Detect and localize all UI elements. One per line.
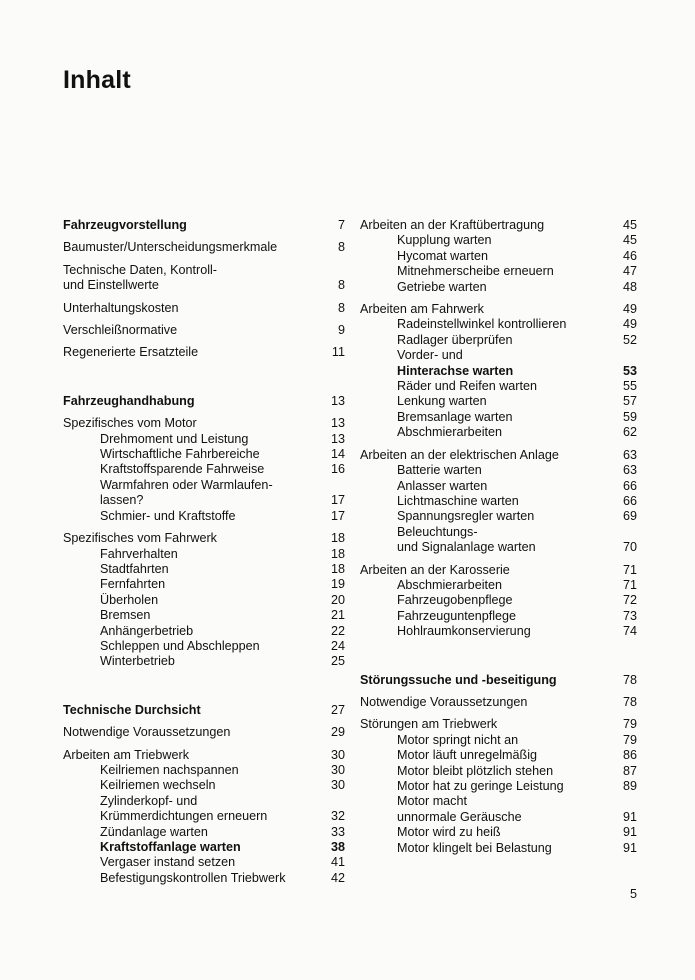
toc-subentry: [360, 463, 637, 478]
toc-subentry: [360, 410, 637, 425]
toc-entry-page: 47: [622, 264, 637, 279]
toc-entry-title: Hycomat warten: [397, 248, 488, 263]
toc-entry-title: unnormale Geräusche: [397, 809, 522, 824]
toc-entry-page: 48: [622, 279, 637, 294]
toc-entry-title: Räder und Reifen warten: [397, 379, 538, 394]
toc-entry-page: 72: [622, 593, 637, 608]
toc-entry-page: 17: [330, 493, 345, 508]
toc-section-heading: [360, 673, 637, 688]
toc-entry-page: 11: [331, 345, 345, 360]
toc-subentry: [360, 394, 637, 409]
toc-entry: [63, 240, 345, 255]
toc-entry-page: 19: [330, 577, 345, 592]
toc-entry-title: Störungen am Triebwerk: [360, 717, 498, 732]
toc-subentry: [360, 779, 637, 794]
toc-subentry: [63, 478, 345, 493]
toc-entry-title: Vorder- und: [397, 348, 463, 363]
toc-subentry: [63, 855, 345, 870]
toc-subentry: [63, 794, 345, 809]
toc-entry-page: 57: [622, 394, 637, 409]
toc-group: [360, 695, 637, 710]
section-gap: [63, 677, 345, 703]
toc-entry-page: 29: [330, 725, 345, 740]
toc-entry-title: Fahrzeugobenpflege: [397, 593, 513, 608]
toc-entry: [63, 278, 345, 293]
toc-entry: [63, 263, 345, 278]
toc-subentry: [360, 280, 637, 295]
toc-entry-page: 74: [622, 624, 637, 639]
toc-entry: [63, 531, 345, 546]
toc-subentry: [360, 249, 637, 264]
toc-entry-page: 13: [330, 431, 345, 446]
toc-entry: [63, 323, 345, 338]
toc-entry-page: 69: [622, 509, 637, 524]
toc-entry-title: Unterhaltungskosten: [63, 300, 179, 315]
toc-entry-title: Wirtschaftliche Fahrbereiche: [100, 447, 260, 462]
toc-subentry: [63, 624, 345, 639]
toc-subentry: [63, 809, 345, 824]
toc-entry-page: 78: [622, 694, 637, 709]
toc-entry-page: 8: [337, 240, 345, 255]
toc-entry-page: 70: [622, 540, 637, 555]
toc-entry-title: Technische Durchsicht: [63, 702, 201, 717]
toc-entry-page: 87: [622, 763, 637, 778]
toc-entry-title: Motor springt nicht an: [397, 732, 519, 747]
toc-entry: [360, 302, 637, 317]
toc-entry-title: Spannungsregler warten: [397, 509, 535, 524]
toc-entry-title: Spezifisches vom Motor: [63, 416, 197, 431]
toc-entry-title: Fahrverhalten: [100, 546, 178, 561]
toc-subentry: [360, 494, 637, 509]
toc-entry-title: Motor hat zu geringe Leistung: [397, 779, 564, 793]
toc-group: [63, 531, 345, 670]
toc-entry-page: 14: [330, 447, 345, 462]
toc-entry-page: 18: [330, 531, 345, 546]
toc-subentry: [360, 264, 637, 279]
toc-subentry: [360, 479, 637, 494]
toc-entry-title: Mitnehmerscheibe erneuern: [397, 264, 554, 279]
toc-entry-page: 20: [330, 592, 345, 607]
toc-subentry: [63, 763, 345, 778]
toc-entry-title: Beleuchtungs-: [397, 524, 478, 539]
toc-entry-title: Lenkung warten: [397, 394, 487, 409]
toc-entry-title: lassen?: [100, 493, 144, 508]
toc-entry-page: 53: [622, 363, 637, 378]
toc-entry-page: 30: [330, 747, 345, 762]
toc-subentry: [63, 577, 345, 592]
toc-entry-title: Kraftstoffsparende Fahrweise: [100, 462, 265, 477]
page-number: 5: [629, 887, 637, 901]
section-gap: [63, 368, 345, 394]
toc-entry: [63, 725, 345, 740]
toc-entry-page: 8: [337, 278, 345, 293]
toc-group: [360, 563, 637, 640]
toc-entry-page: 59: [622, 409, 637, 424]
toc-subentry: [63, 825, 345, 840]
toc-entry-page: 52: [622, 332, 637, 347]
toc-entry: [360, 218, 637, 233]
toc-subentry: [63, 608, 345, 623]
toc-subentry: [360, 609, 637, 624]
toc-entry-title: Motor bleibt plötzlich stehen: [397, 763, 554, 778]
toc-group: [360, 717, 637, 856]
toc-subentry: [360, 794, 637, 809]
toc-group: [63, 240, 345, 255]
toc-entry-title: Bremsanlage warten: [397, 409, 513, 424]
toc-subentry: [360, 841, 637, 856]
toc-group: [360, 218, 637, 295]
toc-subentry: [63, 432, 345, 447]
toc-entry-title: Zündanlage warten: [100, 824, 208, 839]
toc-entry-page: 71: [622, 562, 637, 577]
toc-entry-page: 45: [622, 218, 637, 232]
toc-subentry: [360, 578, 637, 593]
toc-group: [63, 725, 345, 740]
toc-subentry: [63, 840, 345, 855]
toc-group: [63, 263, 345, 294]
toc-entry-title: Krümmerdichtungen erneuern: [100, 809, 268, 824]
toc-entry-title: Keilriemen nachspannen: [100, 762, 239, 777]
toc-entry-page: 42: [330, 870, 345, 885]
toc-entry-title: Radlager überprüfen: [397, 332, 513, 347]
toc-entry-page: 91: [622, 825, 637, 840]
toc-entry-page: 79: [622, 732, 637, 747]
toc-entry-page: 13: [330, 393, 345, 408]
toc-entry-page: 32: [330, 809, 345, 824]
toc-subentry: [63, 562, 345, 577]
toc-group: [63, 301, 345, 316]
toc-group: [360, 302, 637, 441]
toc-subentry: [360, 364, 637, 379]
toc-entry-page: 66: [622, 493, 637, 508]
toc-entry-title: Bremsen: [100, 608, 151, 623]
toc-entry-title: Schleppen und Abschleppen: [100, 638, 260, 653]
toc-entry: [360, 563, 637, 578]
toc-group: [63, 345, 345, 360]
toc-entry-page: 49: [622, 317, 637, 332]
toc-entry-title: und Signalanlage warten: [397, 540, 536, 555]
toc-entry-page: 8: [337, 300, 345, 315]
toc-entry-title: Motor macht: [397, 794, 467, 809]
toc-subentry: [63, 871, 345, 886]
toc-subentry: [360, 540, 637, 555]
toc-group: [63, 416, 345, 524]
toc-entry-page: 21: [330, 608, 345, 623]
toc-entry-title: Hinterachse warten: [397, 363, 514, 378]
toc-entry-page: 38: [330, 840, 345, 854]
toc-entry: [63, 416, 345, 431]
toc-entry-page: 86: [622, 748, 637, 763]
toc-entry-title: Überholen: [100, 592, 159, 607]
toc-entry-title: Arbeiten an der Karosserie: [360, 562, 510, 577]
section-gap: [360, 647, 637, 673]
toc-column-left: [63, 218, 345, 893]
toc-entry-page: 73: [622, 608, 637, 623]
toc-entry-title: Winterbetrieb: [100, 654, 175, 669]
toc-entry-title: Anlasser warten: [397, 478, 488, 493]
toc-entry-title: Technische Daten, Kontroll-: [63, 262, 218, 277]
toc-entry-title: Fernfahrten: [100, 577, 166, 592]
toc-section-heading: [63, 218, 345, 233]
toc-entry-page: 25: [330, 654, 345, 669]
toc-entry-title: Abschmierarbeiten: [397, 425, 502, 440]
toc-entry-page: 7: [337, 218, 345, 232]
toc-entry-title: Motor wird zu heiß: [397, 825, 501, 840]
toc-entry-title: Fahrzeughandhabung: [63, 393, 195, 408]
toc-entry-title: Schmier- und Kraftstoffe: [100, 508, 236, 523]
toc-entry-title: Arbeiten am Fahrwerk: [360, 302, 484, 317]
toc-entry-title: Notwendige Voraussetzungen: [63, 725, 231, 740]
toc-entry: [360, 717, 637, 732]
toc-entry-page: 46: [622, 248, 637, 263]
toc-entry-page: 30: [330, 762, 345, 777]
toc-entry-page: 91: [622, 809, 637, 824]
toc-subentry: [63, 778, 345, 793]
toc-entry-title: Radeinstellwinkel kontrollieren: [397, 317, 567, 332]
toc-entry-title: und Einstellwerte: [63, 278, 159, 293]
toc-entry-page: 24: [330, 638, 345, 653]
toc-entry-title: Arbeiten an der elektrischen Anlage: [360, 447, 559, 462]
toc-section-heading: [63, 703, 345, 718]
toc-entry-title: Regenerierte Ersatzteile: [63, 345, 199, 360]
toc-subentry: [63, 447, 345, 462]
toc-subentry: [360, 624, 637, 639]
toc-entry: [63, 748, 345, 763]
toc-entry-page: 91: [622, 840, 637, 855]
toc-subentry: [63, 462, 345, 477]
toc-entry-page: 18: [330, 546, 345, 561]
toc-entry-page: 63: [622, 463, 637, 478]
toc-entry-page: 63: [622, 447, 637, 462]
toc-entry: [360, 448, 637, 463]
toc-entry-title: Vergaser instand setzen: [100, 855, 236, 870]
toc-subentry: [360, 825, 637, 840]
toc-entry-title: Baumuster/Unterscheidungsmerkmale: [63, 240, 278, 255]
toc-subentry: [63, 509, 345, 524]
toc-subentry: [360, 379, 637, 394]
toc-entry-page: 55: [622, 379, 637, 394]
toc-subentry: [360, 348, 637, 363]
toc-entry-page: 27: [330, 702, 345, 717]
toc-subentry: [360, 233, 637, 248]
toc-entry-title: Warmfahren oder Warmlaufen-: [100, 477, 273, 492]
toc-entry-page: 78: [622, 672, 637, 687]
toc-entry-title: Fahrzeuguntenpflege: [397, 608, 517, 623]
toc-entry-title: Anhängerbetrieb: [100, 623, 194, 638]
toc-subentry: [360, 333, 637, 348]
toc-entry-title: Keilriemen wechseln: [100, 778, 216, 793]
toc-subentry: [360, 593, 637, 608]
toc-entry-page: 18: [330, 561, 345, 576]
toc-entry-title: Kraftstoffanlage warten: [100, 840, 241, 854]
toc-entry-page: 22: [330, 623, 345, 638]
toc-group: [360, 448, 637, 556]
toc-subentry: [360, 748, 637, 763]
toc-entry-title: Verschleißnormative: [63, 323, 178, 338]
toc-subentry: [63, 639, 345, 654]
toc-entry-title: Stadtfahrten: [100, 561, 169, 576]
toc-entry-page: 17: [330, 508, 345, 523]
toc-subentry: [360, 425, 637, 440]
toc-entry: [360, 695, 637, 710]
toc-entry-title: Motor klingelt bei Belastung: [397, 840, 552, 855]
toc-entry-title: Lichtmaschine warten: [397, 493, 519, 508]
toc-entry-title: Kupplung warten: [397, 233, 492, 248]
toc-entry-page: 45: [622, 233, 637, 248]
toc-entry-page: 62: [622, 425, 637, 440]
toc-entry-title: Arbeiten am Triebwerk: [63, 747, 189, 762]
toc-entry-page: 79: [622, 717, 637, 732]
toc-subentry: [360, 764, 637, 779]
toc-entry-page: 30: [330, 778, 345, 793]
toc-entry-title: Getriebe warten: [397, 279, 487, 294]
toc-subentry: [63, 593, 345, 608]
toc-entry-page: 33: [330, 824, 345, 839]
toc-entry: [63, 345, 345, 360]
toc-entry-page: 49: [622, 302, 637, 317]
toc-entry-title: Zylinderkopf- und: [100, 793, 198, 808]
toc-entry-title: Störungssuche und -beseitigung: [360, 672, 557, 687]
toc-subentry: [360, 509, 637, 524]
toc-column-right: [360, 218, 637, 863]
toc-subentry: [360, 317, 637, 332]
toc-entry-title: Batterie warten: [397, 463, 482, 478]
toc-entry-title: Spezifisches vom Fahrwerk: [63, 531, 217, 546]
toc-subentry: [360, 525, 637, 540]
toc-entry-title: Notwendige Voraussetzungen: [360, 694, 528, 709]
toc-entry-title: Befestigungskontrollen Triebwerk: [100, 870, 286, 885]
toc-subentry: [63, 654, 345, 669]
toc-group: [63, 748, 345, 887]
toc-entry-page: 9: [337, 323, 345, 338]
toc-subentry: [63, 493, 345, 508]
toc-entry-title: Drehmoment und Leistung: [100, 431, 249, 446]
toc-entry-title: Hohlraumkonservierung: [397, 624, 531, 639]
toc-entry-page: 89: [622, 779, 637, 793]
toc-group: [63, 323, 345, 338]
toc-subentry: [360, 733, 637, 748]
toc-entry-title: Abschmierarbeiten: [397, 577, 502, 592]
toc-entry-title: Fahrzeugvorstellung: [63, 218, 187, 232]
toc-entry-page: 66: [622, 478, 637, 493]
toc-subentry: [360, 810, 637, 825]
toc-entry-page: 71: [622, 577, 637, 592]
toc-entry-title: Motor läuft unregelmäßig: [397, 748, 537, 763]
toc-entry-page: 16: [330, 462, 345, 477]
toc-section-heading: [63, 394, 345, 409]
toc-entry-page: 13: [330, 416, 345, 431]
toc-entry-page: 41: [330, 855, 345, 870]
toc-entry: [63, 301, 345, 316]
toc-entry-title: Arbeiten an der Kraftübertragung: [360, 218, 545, 232]
toc-subentry: [63, 547, 345, 562]
page-title: Inhalt: [63, 66, 131, 94]
